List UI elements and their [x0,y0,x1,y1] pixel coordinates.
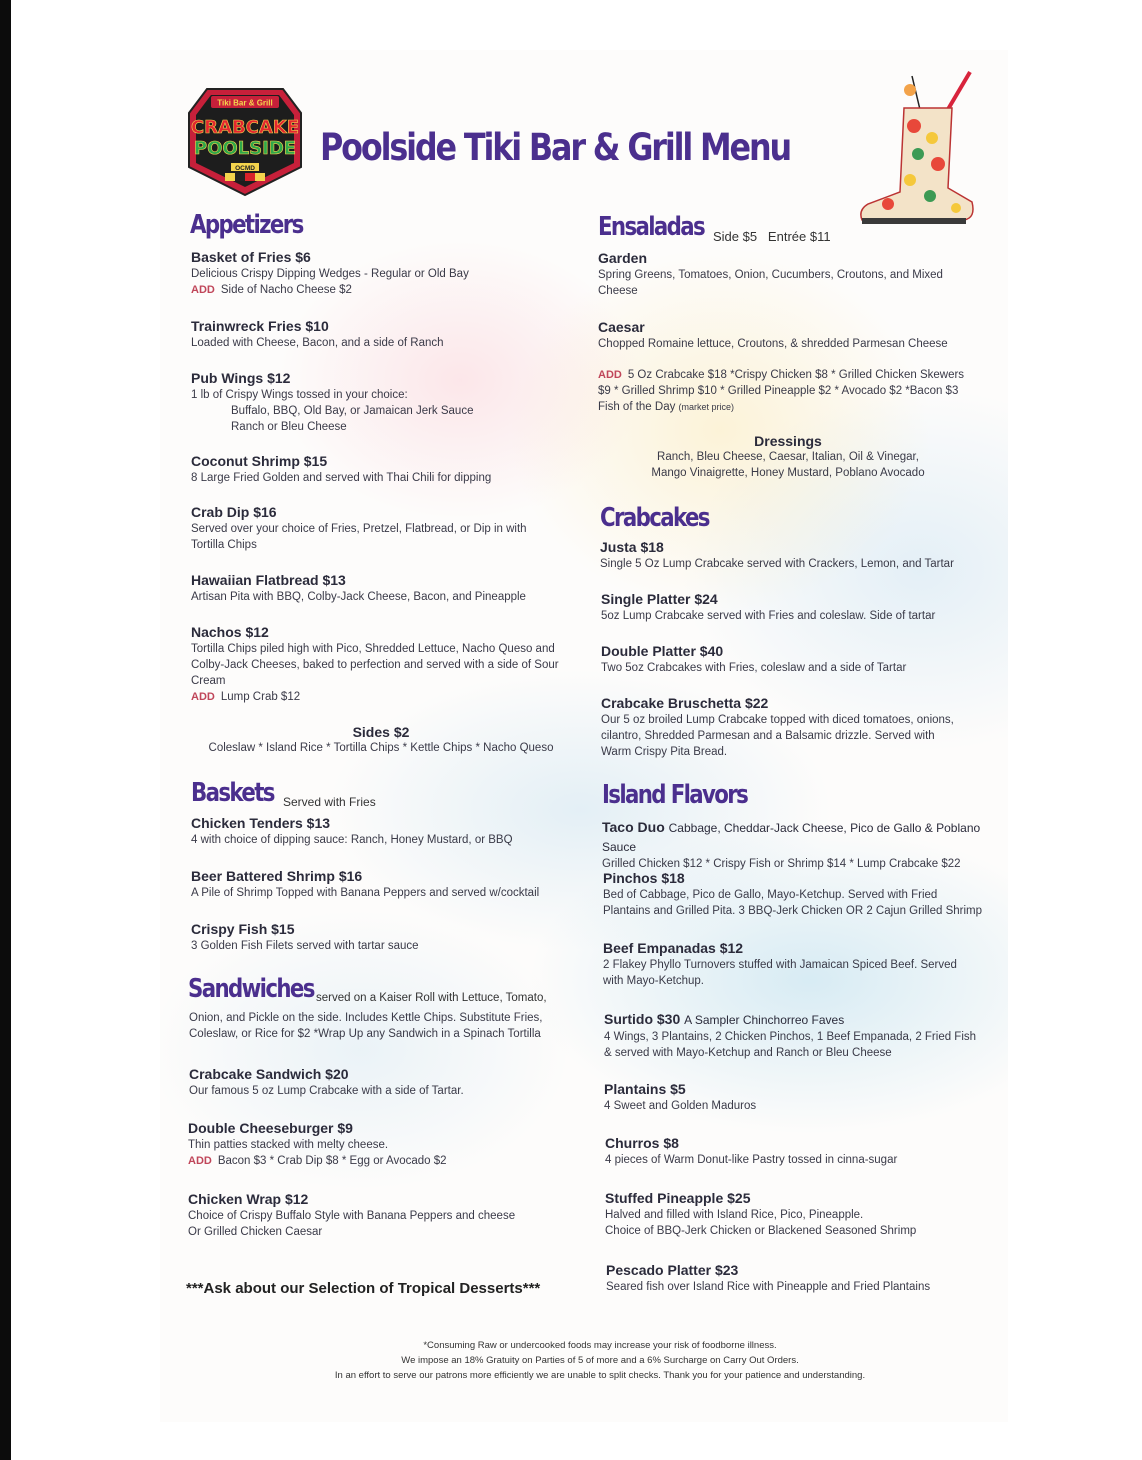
item-name: Coconut Shrimp $15 [191,453,328,469]
menu-item [191,623,559,705]
item-desc: Tortilla Chips [191,539,257,551]
sandwiches-subtitle: served on a Kaiser Roll with Lettuce, Tomato, [316,992,547,1004]
intro-line: Onion, and Pickle on the side. Includes Kettle Chips. Substitute Fries, [189,1012,543,1024]
page-title: Poolside Tiki Bar & Grill Menu [320,126,790,169]
item-desc: Choice of BBQ-Jerk Chicken or Blackened Seasoned Shrimp [605,1225,917,1237]
menu-item [191,248,469,298]
add-line: $9 * Grilled Shrimp $10 * Grilled Pineapple $2 * Avocado $2 *Bacon $3 [598,385,959,397]
item-name: Pub Wings $12 [191,370,291,386]
item-name: Nachos $12 [191,624,269,640]
item-desc: A Pile of Shrimp Topped with Banana Peppers and served w/cocktail [191,887,540,899]
item-inline-desc: Cabbage, Cheddar-Jack Cheese, Pico de Gallo & Poblano Sauce [602,821,981,854]
add-label: ADD [191,284,215,296]
item-name: Trainwreck Fries $10 [191,318,329,334]
menu-item [191,814,513,848]
menu-item [598,318,948,352]
intro-line: Coleslaw, or Rice for $2 *Wrap Up any Sandwich in a Spinach Tortilla [189,1028,541,1040]
menu-item [601,642,906,676]
item-desc: 4 pieces of Warm Donut-like Pastry tossed in cinna-sugar [605,1154,898,1166]
item-desc: Choice of Crispy Buffalo Style with Banana Peppers and cheese [188,1210,516,1222]
item-inline-desc: A Sampler Chinchorreo Faves [684,1013,845,1027]
item-name: Crab Dip $16 [191,504,277,520]
item-desc: cilantro, Shredded Parmesan and a Balsamic drizzle. Served with [601,730,935,742]
menu-item [603,869,982,919]
baskets-heading: Baskets [191,778,274,808]
sandwiches-intro [189,1010,543,1042]
item-name: Beer Battered Shrimp $16 [191,868,363,884]
menu-item [605,1189,916,1239]
menu-item [189,1065,464,1099]
item-desc: Halved and filled with Island Rice, Pico, Pineapple. [605,1209,864,1221]
item-desc: Two 5oz Crabcakes with Fries, coleslaw and a side of Tartar [601,662,907,674]
item-desc: Grilled Chicken $12 * Crispy Fish or Shrimp $14 * Lump Crabcake $22 [602,858,961,870]
item-name: Crispy Fish $15 [191,921,295,937]
item-desc: Artisan Pita with BBQ, Colby-Jack Cheese, Bacon, and Pineapple [191,591,526,603]
item-name: Stuffed Pineapple $25 [605,1190,751,1206]
menu-item [602,818,1007,872]
item-desc: 2 Flakey Phyllo Turnovers stuffed with Jamaican Spiced Beef. Served [603,959,957,971]
footer-line: In an effort to serve our patrons more efficiently we are unable to split checks. Thank you for your patience and understanding. [334,1370,866,1381]
add-line [598,399,964,415]
item-name: Double Cheeseburger $9 [188,1120,353,1136]
menu-item [605,1134,897,1168]
baskets-subtitle: Served with Fries [283,795,376,809]
item-desc: 4 with choice of dipping sauce: Ranch, Honey Mustard, or BBQ [191,834,513,846]
add-text: Lump Crab $12 [220,691,301,703]
desserts-note: ***Ask about our Selection of Tropical Desserts*** [186,1280,541,1297]
item-desc: 1 lb of Crispy Wings tossed in your choice: [191,389,408,401]
item-desc: 4 Wings, 3 Plantains, 2 Chicken Pinchos, 1 Beef Empanada, 2 Fried Fish [604,1031,977,1043]
item-name: Double Platter $40 [601,643,724,659]
item-name: Justa $18 [600,539,664,555]
ensaladas-add [598,367,964,415]
item-add-line [191,282,469,298]
menu-item [604,1080,756,1114]
sandwiches-heading: Sandwiches [188,974,314,1004]
item-name: Garden [598,250,648,266]
item-desc: with Mayo-Ketchup. [603,975,704,987]
dressings-block [598,433,978,481]
item-add-line [191,689,559,705]
menu-item [600,538,954,572]
item-desc: & served with Mayo-Ketchup and Ranch or Bleu Cheese [604,1047,892,1059]
item-desc: 3 Golden Fish Filets served with tartar sauce [191,940,419,952]
item-name: Crabcake Sandwich $20 [189,1066,349,1082]
item-name: Caesar [598,319,645,335]
item-desc: Warm Crispy Pita Bread. [601,746,728,758]
item-name: Pinchos $18 [603,870,685,886]
ensaladas-subtitle: Side $5 Entrée $11 [713,229,831,244]
item-name: Plantains $5 [604,1081,686,1097]
item-name: Chicken Wrap $12 [188,1191,309,1207]
item-desc: Buffalo, BBQ, Old Bay, or Jamaican Jerk Sauce [231,405,474,417]
item-desc: Loaded with Cheese, Bacon, and a side of Ranch [191,337,444,349]
item-name: Churros $8 [605,1135,679,1151]
add-text: 5 Oz Crabcake $18 *Crispy Chicken $8 * Grilled Chicken Skewers [627,369,965,381]
item-desc: Bed of Cabbage, Pico de Gallo, Mayo-Ketchup. Served with Fried [603,889,938,901]
item-desc: Plantains and Grilled Pita. 3 BBQ-Jerk Chicken OR 2 Cajun Grilled Shrimp [603,905,983,917]
item-desc: Our 5 oz broiled Lump Crabcake topped with diced tomatoes, onions, [601,714,954,726]
footer-line: *Consuming Raw or undercooked foods may increase your risk of foodborne illness. [423,1340,777,1351]
menu-item [191,369,473,435]
logo-line2: POOLSIDE [193,138,297,159]
menu-item [191,452,491,486]
sides-title: Sides $2 [352,724,410,740]
appetizers-heading: Appetizers [190,210,303,240]
item-desc: Or Grilled Chicken Caesar [188,1226,323,1238]
item-name: Surtido $30 [604,1011,681,1027]
add-text: Side of Nacho Cheese $2 [220,284,352,296]
footer-disclaimer [250,1338,950,1383]
add-label: ADD [598,369,622,381]
item-desc: Served over your choice of Fries, Pretzel, Flatbread, or Dip in with [191,523,527,535]
item-desc: Thin patties stacked with melty cheese. [188,1139,389,1151]
menu-item [601,694,954,760]
add-label: ADD [191,691,215,703]
item-desc: Delicious Crispy Dipping Wedges - Regular or Old Bay [191,268,469,280]
item-desc: 4 Sweet and Golden Maduros [604,1100,757,1112]
item-desc: 5oz Lump Crabcake served with Fries and coleslaw. Side of tartar [601,610,936,622]
item-name: Single Platter $24 [601,591,718,607]
add-text: Fish of the Day [598,401,676,413]
item-desc: 8 Large Fried Golden and served with Thai Chili for dipping [191,472,492,484]
menu-item [598,249,943,299]
item-desc: Colby-Jack Cheeses, baked to perfection and served with a side of Sour [191,659,559,671]
menu-item [191,503,527,553]
market-price-note: (market price) [678,402,735,412]
add-text: Bacon $3 * Crab Dip $8 * Egg or Avocado $2 [217,1155,447,1167]
sides-list: Coleslaw * Island Rice * Tortilla Chips * Kettle Chips * Nacho Queso [208,742,554,754]
item-desc: Chopped Romaine lettuce, Croutons, & shredded Parmesan Cheese [598,338,948,350]
crabcakes-heading: Crabcakes [600,503,709,533]
dressings-title: Dressings [754,433,822,449]
boot-drink-illustration [852,68,980,233]
logo-line1: CRABCAKE [190,117,300,138]
ensaladas-heading: Ensaladas [598,212,705,242]
add-line [598,367,964,383]
menu-item [601,590,935,624]
left-edge-bar [0,0,11,1460]
dressings-list: Ranch, Bleu Cheese, Caesar, Italian, Oil & Vinegar, [657,451,919,463]
menu-item [188,1119,447,1169]
footer-line: We impose an 18% Gratuity on Parties of 5 of more and a 6% Surcharge on Carry Out Orders. [401,1355,799,1366]
sides-block [191,724,571,756]
item-desc: Ranch or Bleu Cheese [231,421,347,433]
item-name: Hawaiian Flatbread $13 [191,572,346,588]
menu-item [188,1190,515,1240]
logo-bottom-text: OCMD [235,165,255,172]
item-desc: Spring Greens, Tomatoes, Onion, Cucumbers, Croutons, and Mixed [598,269,943,281]
item-desc: Single 5 Oz Lump Crabcake served with Crackers, Lemon, and Tartar [600,558,954,570]
crabcake-poolside-logo [187,83,303,199]
menu-item [603,939,957,989]
item-name: Pescado Platter $23 [606,1262,739,1278]
island-flavors-heading: Island Flavors [602,780,748,810]
menu-item [191,317,444,351]
menu-item [191,920,419,954]
item-add-line [188,1153,447,1169]
item-desc: Seared fish over Island Rice with Pineapple and Fried Plantains [606,1281,931,1293]
logo-top-text: Tiki Bar & Grill [217,98,273,108]
menu-item [606,1261,930,1295]
dressings-list: Mango Vinaigrette, Honey Mustard, Poblano Avocado [651,467,925,479]
item-desc: Cheese [598,285,638,297]
add-label: ADD [188,1155,212,1167]
item-name: Basket of Fries $6 [191,249,311,265]
item-name: Chicken Tenders $13 [191,815,331,831]
item-name: Crabcake Bruschetta $22 [601,695,769,711]
menu-item [191,571,526,605]
menu-item [604,1010,976,1061]
item-desc: Our famous 5 oz Lump Crabcake with a side of Tartar. [189,1085,464,1097]
item-desc: Tortilla Chips piled high with Pico, Shredded Lettuce, Nacho Queso and [191,643,555,655]
menu-item [191,867,539,901]
item-name-line [604,1010,976,1029]
item-name: Taco Duo [602,819,665,835]
item-name: Beef Empanadas $12 [603,940,744,956]
item-desc: Cream [191,675,226,687]
item-name-line [602,818,1007,856]
